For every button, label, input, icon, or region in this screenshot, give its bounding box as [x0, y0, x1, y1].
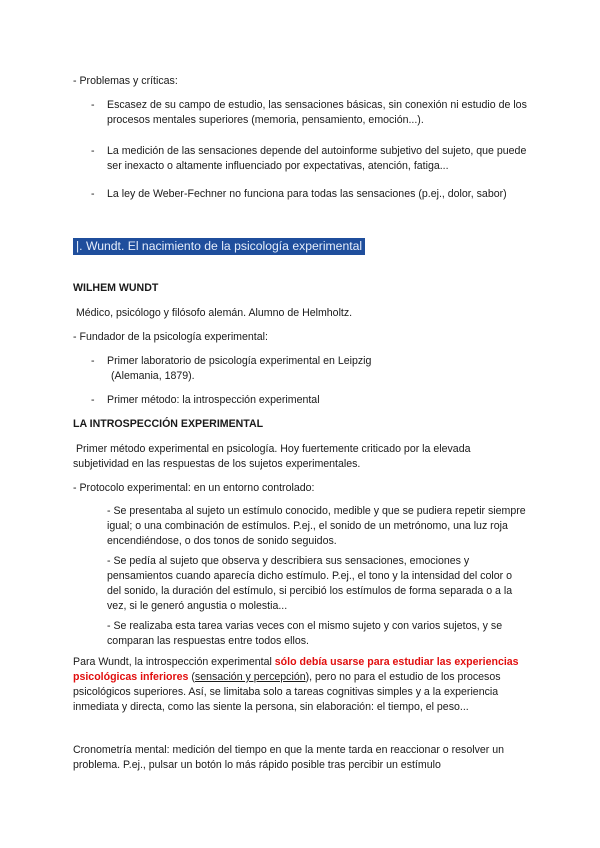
protocol-step-1: - Se presentaba al sujeto un estímulo conocido, medible y que se pudiera repetir siempre igual; o una combinación de estímulos. P.ej., el sonido de un metrónomo, una luz roja encendiéndose, o dos tonos de sonido seguidos. [107, 505, 526, 547]
bullet-dash: - [91, 145, 95, 157]
bullet-dash: - [91, 394, 95, 406]
wundt-view-paren: ( [188, 671, 195, 683]
protocol-step-3: - Se realizaba esta tarea varias veces con el mismo sujeto y con varios sujetos, y se comparan las respuestas entre todos ellos. [107, 620, 503, 647]
introspection-title: LA INTROSPECCIÓN EXPERIMENTAL [73, 418, 264, 430]
problem-item-3: La ley de Weber-Fechner no funciona para todas las sensaciones (p.ej., dolor, sabor) [107, 188, 507, 200]
bullet-dash: - [91, 99, 95, 111]
protocol-line: - Protocolo experimental: en un entorno controlado: [73, 482, 315, 494]
introspection-intro: Primer método experimental en psicología. Hoy fuertemente criticado por la elevada subjetividad en las respuestas de los sujetos experimentales. [73, 443, 474, 470]
protocol-step-2: - Se pedía al sujeto que observa y describiera sus sensaciones, emociones y pensamientos cuando aparecía dicho estímulo. P.ej., el tono y la intensidad del color o del sonido, la duración del estímulo, si percibió los estímulos de forma separada o a la vez, si le generó angustia o molestia... [107, 555, 513, 612]
wundt-view-lead: Para Wundt, la introspección experimental [73, 656, 275, 668]
chronometry-paragraph: Cronometría mental: medición del tiempo en que la mente tarda en reaccionar o resolver un problema. P.ej., pulsar un botón lo más rápido posible tras percibir un estímulo [73, 744, 505, 771]
bullet-dash: - [91, 355, 95, 367]
wundt-item-2: Primer método: la introspección experimental [107, 394, 320, 406]
problem-item-2: La medición de las sensaciones depende del autoinforme subjetivo del sujeto, que puede ser inexacto o altamente influenciado por expectativas, atención, fatiga... [107, 145, 527, 172]
bullet-dash: - [91, 188, 95, 200]
wundt-view-rest: ), pero no para el estudio de los procesos psicológicos superiores. Así, se limitaba solo a tareas cognitivas simples y a la experiencia inmediata y directa, como las siente la persona, sin elaboración: el tiempo, el peso... [73, 671, 504, 713]
wundt-view-paragraph [73, 655, 533, 715]
wundt-view-highlight: sólo debía usarse para estudiar las experiencias psicológicas inferiores [73, 656, 522, 683]
wundt-name: WILHEM WUNDT [73, 282, 159, 294]
wundt-view-underlined: sensación y percepción [194, 671, 306, 683]
wundt-bio: Médico, psicólogo y filósofo alemán. Alumno de Helmholtz. [73, 307, 353, 319]
section-heading: |. Wundt. El nacimiento de la psicología experimental [73, 238, 365, 255]
wundt-item-1: Primer laboratorio de psicología experimental en Leipzig [107, 355, 372, 367]
problem-item-1: Escasez de su campo de estudio, las sensaciones básicas, sin conexión ni estudio de los procesos mentales superiores (memoria, pensamiento, emoción...). [107, 99, 527, 126]
wundt-item-1-cont: (Alemania, 1879). [111, 370, 195, 382]
wundt-founder: - Fundador de la psicología experimental: [73, 331, 268, 343]
problems-title: - Problemas y críticas: [73, 75, 178, 87]
